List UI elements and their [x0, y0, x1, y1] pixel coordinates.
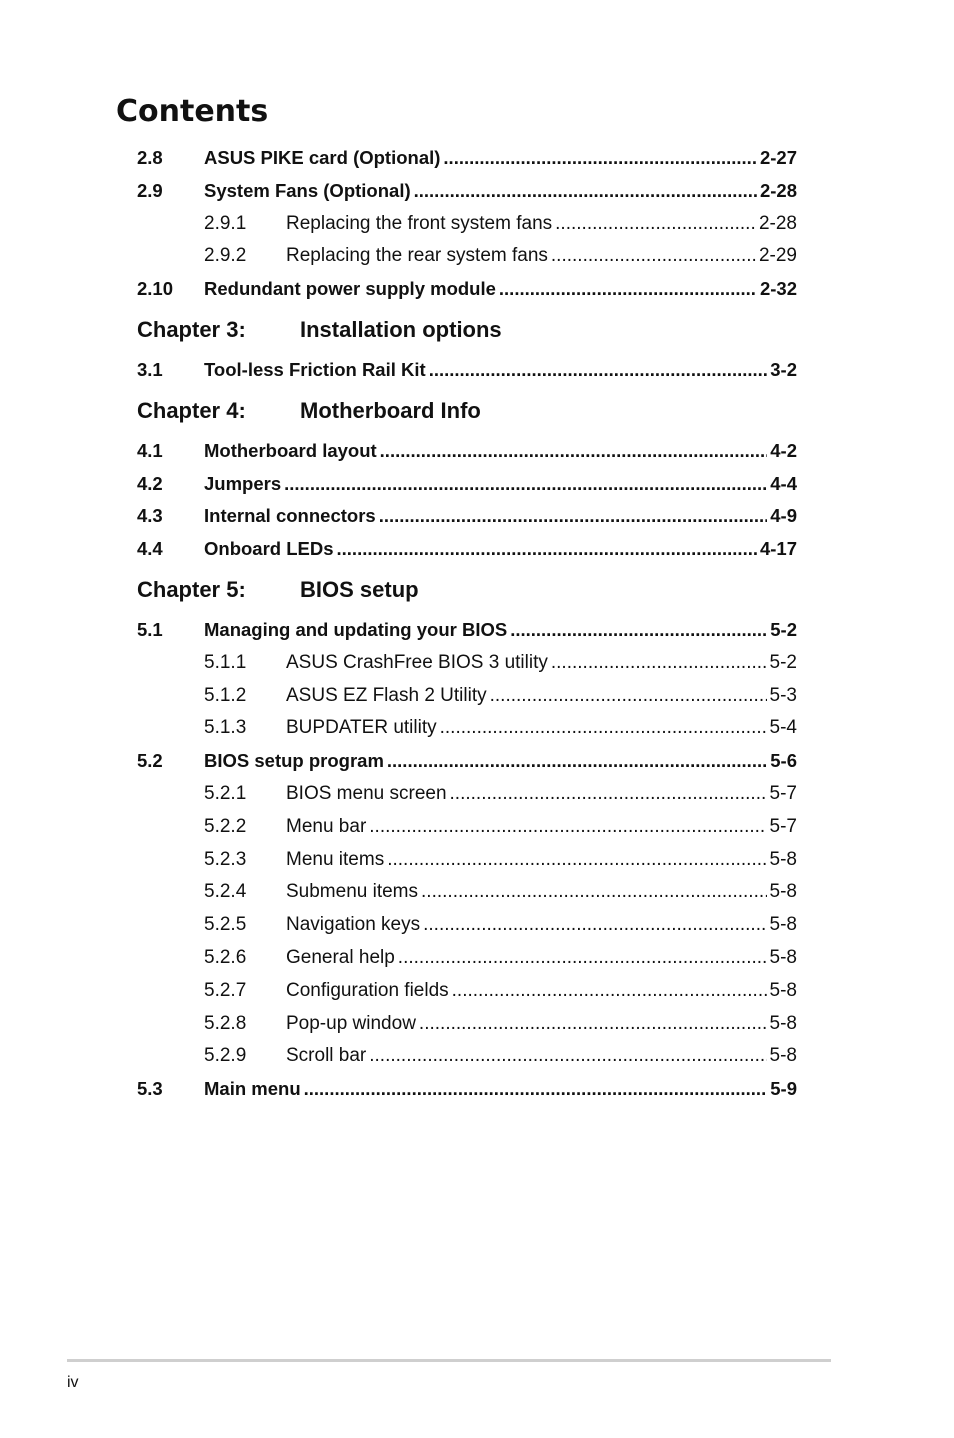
dot-leader — [452, 975, 767, 1008]
toc-subsection-entry[interactable] — [137, 647, 797, 680]
dot-leader — [414, 175, 757, 208]
toc-entry-page: 5-8 — [769, 1012, 797, 1034]
toc-entry-page: 5-4 — [769, 717, 797, 739]
dot-leader — [490, 680, 767, 713]
dot-leader — [387, 745, 767, 778]
toc-entry-title: Redundant power supply module — [204, 278, 496, 300]
toc-section-entry[interactable] — [137, 273, 797, 306]
toc-entry-title: Menu bar — [286, 815, 367, 837]
toc-entry-page: 5-8 — [769, 979, 797, 1001]
toc-entry-page: 5-8 — [769, 881, 797, 903]
toc-entry-number: 5.2.6 — [204, 946, 247, 968]
toc-entry-title: ASUS CrashFree BIOS 3 utility — [286, 651, 548, 673]
toc-entry-number: 5.2.3 — [204, 848, 247, 870]
toc-section-entry[interactable] — [137, 175, 797, 208]
toc-entry-page: 5-3 — [769, 684, 797, 706]
chapter-heading — [137, 566, 797, 614]
toc-entry-page: 5-8 — [769, 1045, 797, 1067]
toc-entry-page: 4-9 — [770, 505, 797, 527]
toc-entry-number: 4.3 — [137, 505, 163, 527]
toc-entry-number: 2.8 — [137, 147, 163, 168]
toc-entry-number: 5.2.7 — [204, 979, 247, 1001]
toc-entry-number: 2.9.1 — [204, 212, 247, 234]
toc-entry-page: 5-7 — [769, 815, 797, 837]
toc-entry-title: Scroll bar — [286, 1045, 367, 1067]
toc-entry-page: 2-32 — [759, 278, 797, 300]
dot-leader — [369, 811, 766, 844]
dot-leader — [510, 614, 767, 647]
toc-entry-title: Pop-up window — [286, 1012, 416, 1034]
toc-entry-title: Internal connectors — [204, 505, 376, 527]
chapter-label: Chapter 3: — [137, 316, 246, 342]
toc-section-entry[interactable] — [137, 533, 797, 566]
toc-entry-page: 2-27 — [759, 147, 797, 168]
toc-section-entry[interactable] — [137, 142, 797, 175]
chapter-title: BIOS setup — [300, 576, 419, 602]
dot-leader — [421, 876, 767, 909]
toc-entry-title: Menu items — [286, 848, 385, 870]
toc-section-entry[interactable] — [137, 354, 797, 387]
toc-subsection-entry[interactable] — [137, 975, 797, 1008]
toc-subsection-entry[interactable] — [137, 1040, 797, 1073]
toc-entry-title: Jumpers — [204, 472, 282, 494]
toc-subsection-entry[interactable] — [137, 942, 797, 975]
toc-entry-page: 2-28 — [759, 179, 797, 201]
toc-entry-title: General help — [286, 946, 395, 968]
toc-entry-number: 5.2.1 — [204, 782, 247, 804]
toc-entry-page: 5-8 — [769, 914, 797, 936]
dot-leader — [423, 909, 766, 942]
toc-section-entry[interactable] — [137, 435, 797, 468]
toc-entry-title: ASUS PIKE card (Optional) — [204, 147, 441, 168]
toc-entry-number: 5.3 — [137, 1078, 163, 1100]
toc-entry-page: 5-8 — [769, 946, 797, 968]
toc-subsection-entry[interactable] — [137, 844, 797, 877]
toc-entry-page: 5-2 — [770, 618, 797, 640]
dot-leader — [379, 500, 768, 533]
dot-leader — [398, 942, 767, 975]
footer-divider — [67, 1359, 831, 1362]
toc-entry-number: 5.2.9 — [204, 1045, 247, 1067]
dot-leader — [419, 1008, 767, 1041]
dot-leader — [369, 1040, 766, 1073]
chapter-heading — [137, 306, 797, 354]
toc-entry-title: Main menu — [204, 1078, 301, 1100]
toc-entry-number: 5.2.2 — [204, 815, 247, 837]
toc-entry-number: 2.9.2 — [204, 245, 247, 267]
toc-entry-title: Replacing the rear system fans — [286, 245, 548, 267]
toc-entry-number: 5.1.3 — [204, 717, 247, 739]
chapter-heading — [137, 387, 797, 435]
toc-section-entry[interactable] — [137, 745, 797, 778]
toc-entry-title: Onboard LEDs — [204, 538, 334, 560]
toc-entry-number: 2.10 — [137, 278, 174, 300]
dot-leader — [304, 1073, 768, 1106]
toc-entry-number: 4.4 — [137, 538, 163, 560]
dot-leader — [450, 778, 767, 811]
dot-leader — [380, 435, 768, 468]
toc-section-entry[interactable] — [137, 468, 797, 501]
toc-entry-title: BIOS setup program — [204, 750, 384, 772]
toc-subsection-entry[interactable] — [137, 811, 797, 844]
toc-entry-title: Navigation keys — [286, 914, 421, 936]
toc-entry-page: 3-2 — [770, 358, 797, 380]
dot-leader — [387, 844, 766, 877]
toc-entry-title: BIOS menu screen — [286, 782, 447, 804]
toc-entry-title: BUPDATER utility — [286, 717, 437, 739]
chapter-title: Motherboard Info — [300, 397, 481, 423]
toc-entry-number: 5.1 — [137, 618, 163, 640]
toc-entry-title: System Fans (Optional) — [204, 179, 411, 201]
toc-entry-page: 4-2 — [770, 439, 797, 461]
toc-section-entry[interactable] — [137, 1073, 797, 1106]
toc-entry-page: 5-6 — [770, 750, 797, 772]
page-number: iv — [67, 1374, 79, 1391]
toc-entry-number: 4.2 — [137, 472, 163, 494]
toc-entry-title: Replacing the front system fans — [286, 212, 553, 234]
dot-leader — [499, 273, 757, 306]
toc-section-entry[interactable] — [137, 500, 797, 533]
toc-entry-number: 4.1 — [137, 439, 163, 461]
dot-leader — [551, 647, 767, 680]
toc-subsection-entry[interactable] — [137, 876, 797, 909]
toc-entry-number: 5.2 — [137, 750, 163, 772]
toc-entry-number: 5.2.4 — [204, 881, 247, 903]
toc-entry-page: 5-7 — [769, 782, 797, 804]
toc-entry-page: 5-8 — [769, 848, 797, 870]
toc-entry-title: Configuration fields — [286, 979, 449, 1001]
toc-entry-page: 5-2 — [769, 651, 797, 673]
dot-leader — [555, 208, 756, 241]
chapter-title: Installation options — [300, 316, 502, 342]
toc-entry-title: Motherboard layout — [204, 439, 377, 461]
dot-leader — [551, 240, 756, 273]
toc-entry-number: 5.1.1 — [204, 651, 247, 673]
toc-entry-page: 4-4 — [770, 472, 797, 494]
toc-entry-page: 5-9 — [770, 1078, 797, 1100]
chapter-label: Chapter 4: — [137, 397, 246, 423]
dot-leader — [284, 468, 767, 501]
toc-entry-number: 3.1 — [137, 358, 163, 380]
dot-leader — [429, 354, 768, 387]
toc-entry-number: 5.1.2 — [204, 684, 247, 706]
toc-entry-number: 2.9 — [137, 179, 163, 201]
dot-leader — [440, 712, 767, 745]
toc-entry-page: 2-29 — [758, 245, 797, 267]
toc-subsection-entry[interactable] — [137, 680, 797, 713]
toc-entry-title: ASUS EZ Flash 2 Utility — [286, 684, 487, 706]
dot-leader — [337, 533, 757, 566]
toc-subsection-entry[interactable] — [137, 1008, 797, 1041]
toc-entry-title: Managing and updating your BIOS — [204, 618, 508, 640]
toc-subsection-entry[interactable] — [137, 778, 797, 811]
toc-section-entry[interactable] — [137, 614, 797, 647]
toc-subsection-entry[interactable] — [137, 240, 797, 273]
table-of-contents — [137, 142, 797, 1106]
toc-entry-title: Submenu items — [286, 881, 419, 903]
toc-entry-number: 5.2.8 — [204, 1012, 247, 1034]
toc-entry-title: Tool-less Friction Rail Kit — [204, 358, 426, 380]
chapter-label: Chapter 5: — [137, 576, 246, 602]
page-title: Contents — [116, 94, 269, 129]
dot-leader — [443, 142, 757, 175]
toc-entry-page: 4-17 — [759, 538, 797, 560]
toc-entry-number: 5.2.5 — [204, 914, 247, 936]
toc-subsection-entry[interactable] — [137, 208, 797, 241]
toc-subsection-entry[interactable] — [137, 712, 797, 745]
toc-entry-page: 2-28 — [758, 212, 797, 234]
toc-subsection-entry[interactable] — [137, 909, 797, 942]
